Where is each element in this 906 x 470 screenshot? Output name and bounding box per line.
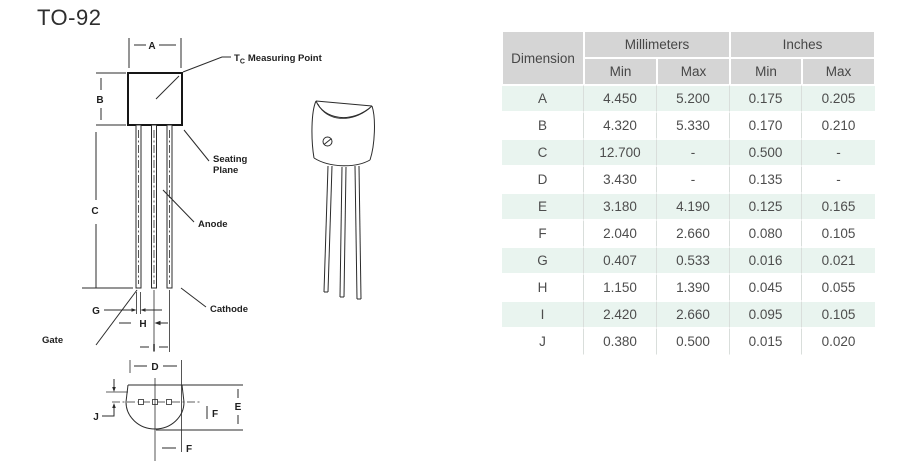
cell-mm-max: 4.190	[657, 193, 730, 220]
cell-in-min: 0.016	[730, 247, 802, 274]
leads-3d	[324, 166, 361, 299]
dim-j	[93, 379, 116, 423]
header-in-min: Min	[730, 58, 802, 85]
table-row	[502, 328, 875, 355]
package-body-3d	[312, 101, 375, 166]
cathode-label: Cathode	[210, 304, 248, 315]
cell-in-min: 0.500	[730, 139, 802, 166]
table-row	[502, 301, 875, 328]
cell-mm-min: 3.430	[584, 166, 657, 193]
cell-mm-min: 2.420	[584, 301, 657, 328]
cell-mm-max: 5.330	[657, 112, 730, 139]
anode-label: Anode	[198, 219, 228, 230]
cell-dim: C	[502, 139, 584, 166]
header-in-max: Max	[802, 58, 875, 85]
cell-mm-max: 2.660	[657, 220, 730, 247]
cell-in-min: 0.045	[730, 274, 802, 301]
cell-mm-max: 0.500	[657, 328, 730, 355]
cell-in-min: 0.135	[730, 166, 802, 193]
cell-in-max: -	[802, 139, 875, 166]
table-row	[502, 220, 875, 247]
cell-in-max: 0.105	[802, 301, 875, 328]
front-leads	[136, 125, 172, 288]
cell-dim: J	[502, 328, 584, 355]
cell-mm-min: 4.320	[584, 112, 657, 139]
dim-i	[140, 343, 168, 354]
dim-e-label: E	[234, 402, 242, 413]
cell-in-max: 0.205	[802, 85, 875, 112]
cell-in-max: 0.021	[802, 247, 875, 274]
pictorial-view	[312, 101, 375, 299]
cell-mm-min: 0.407	[584, 247, 657, 274]
cell-mm-min: 1.150	[584, 274, 657, 301]
seating-plane-callout	[184, 130, 248, 176]
dimension-table	[502, 31, 875, 355]
cell-dim: E	[502, 193, 584, 220]
page-title: TO-92	[37, 5, 102, 30]
cell-mm-max: 1.390	[657, 274, 730, 301]
dim-c	[82, 132, 133, 288]
dim-c-label: C	[91, 206, 99, 217]
cell-in-min: 0.170	[730, 112, 802, 139]
dim-f-bottom	[162, 444, 192, 455]
cell-mm-min: 4.450	[584, 85, 657, 112]
header-mm-max: Max	[657, 58, 730, 85]
dim-g	[92, 292, 162, 317]
cell-in-max: -	[802, 166, 875, 193]
dim-h	[119, 290, 170, 352]
dim-e	[235, 389, 242, 424]
table-row	[502, 247, 875, 274]
dim-i-label: I	[152, 343, 156, 354]
header-inches: Inches	[730, 31, 875, 58]
dim-f-mid	[207, 406, 218, 420]
anode-callout	[163, 190, 228, 230]
cell-in-min: 0.125	[730, 193, 802, 220]
table-header-groups	[502, 31, 875, 58]
cell-in-max: 0.210	[802, 112, 875, 139]
dim-d-label: D	[151, 362, 159, 373]
header-dimension: Dimension	[502, 31, 584, 85]
cell-dim: F	[502, 220, 584, 247]
cell-in-max: 0.055	[802, 274, 875, 301]
cell-mm-min: 0.380	[584, 328, 657, 355]
cell-mm-min: 12.700	[584, 139, 657, 166]
dim-a	[129, 38, 181, 68]
cell-in-min: 0.015	[730, 328, 802, 355]
cell-in-min: 0.175	[730, 85, 802, 112]
cell-dim: A	[502, 85, 584, 112]
tc-measuring-point-label: $T_C$ Measuring Point	[234, 53, 322, 66]
dim-f-mid-label: F	[212, 409, 219, 420]
cell-dim: B	[502, 112, 584, 139]
package-body-bottom	[106, 378, 243, 461]
table-row	[502, 166, 875, 193]
table-row	[502, 112, 875, 139]
header-mm-min: Min	[584, 58, 657, 85]
bottom-view	[93, 360, 243, 461]
cell-mm-max: 5.200	[657, 85, 730, 112]
cell-dim: G	[502, 247, 584, 274]
dim-b-label: B	[96, 95, 104, 106]
cell-mm-min: 3.180	[584, 193, 657, 220]
cell-in-min: 0.095	[730, 301, 802, 328]
dim-g-label: G	[92, 306, 100, 317]
table-row	[502, 85, 875, 112]
cell-mm-min: 2.040	[584, 220, 657, 247]
cell-mm-max: 2.660	[657, 301, 730, 328]
table-row	[502, 193, 875, 220]
header-millimeters: Millimeters	[584, 31, 730, 58]
seating-plane-label-1: Seating	[213, 154, 248, 165]
cathode-callout	[181, 288, 248, 315]
cell-mm-max: -	[657, 166, 730, 193]
dim-a-label: A	[148, 41, 156, 52]
gate-callout	[42, 290, 137, 346]
cell-dim: I	[502, 301, 584, 328]
cell-in-min: 0.080	[730, 220, 802, 247]
table-row	[502, 139, 875, 166]
table-row	[502, 274, 875, 301]
seating-plane-label-2: Plane	[213, 165, 239, 176]
cell-in-max: 0.105	[802, 220, 875, 247]
cell-dim: D	[502, 166, 584, 193]
cell-in-max: 0.020	[802, 328, 875, 355]
dim-j-label: J	[93, 412, 99, 423]
front-view	[42, 38, 323, 354]
cell-dim: H	[502, 274, 584, 301]
gate-label: Gate	[42, 335, 64, 346]
dim-b	[96, 73, 126, 125]
cell-mm-max: -	[657, 139, 730, 166]
dim-h-label: H	[139, 319, 147, 330]
dim-f-bottom-label: F	[186, 444, 193, 455]
cell-mm-max: 0.533	[657, 247, 730, 274]
cell-in-max: 0.165	[802, 193, 875, 220]
dim-d	[130, 360, 182, 452]
